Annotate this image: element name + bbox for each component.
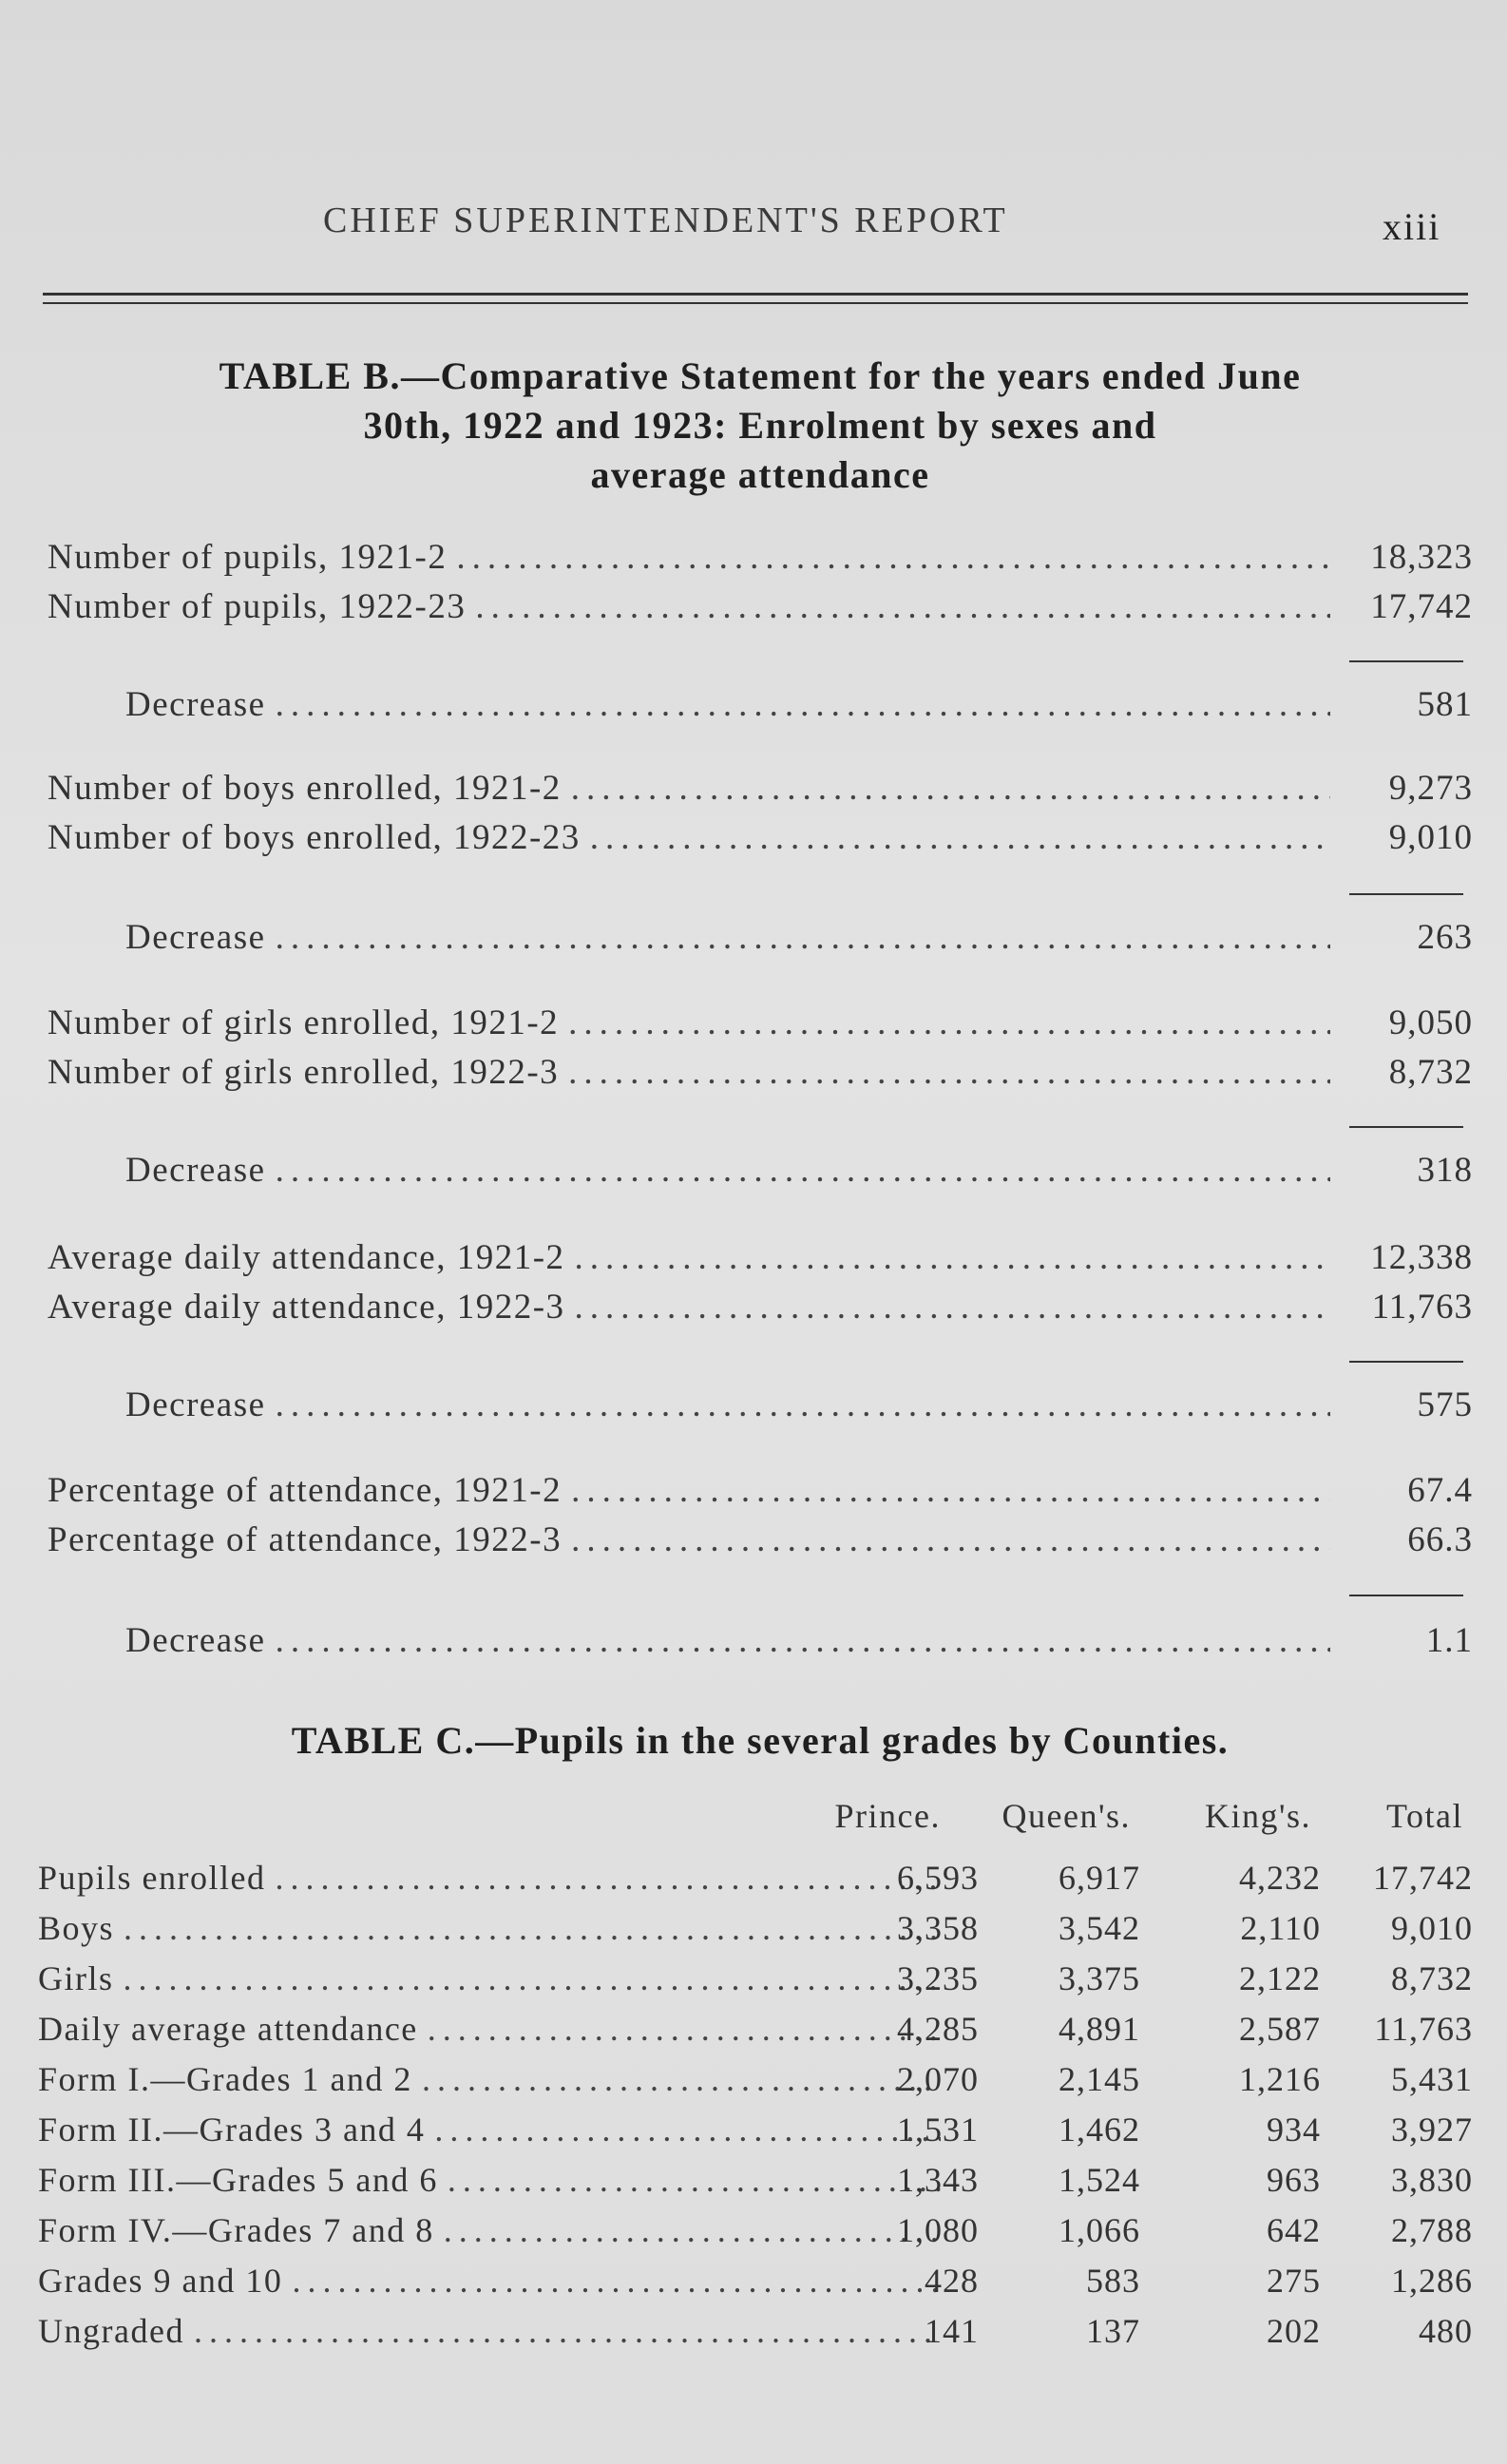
row-value: 9,273	[1388, 769, 1473, 808]
cell-kings: 202	[1267, 2312, 1321, 2350]
cell-queens: 137	[1086, 2312, 1140, 2350]
leader-dots	[568, 1003, 1330, 1043]
sum-rule	[1349, 1126, 1463, 1128]
leader-dots	[571, 768, 1330, 809]
table-c-row	[38, 1908, 1473, 1956]
row-label: Average daily attendance, 1922-3	[48, 1288, 565, 1327]
row-label: Form III.—Grades 5 and 6	[38, 2161, 438, 2199]
table-b-title-line: TABLE B.—Comparative Statement for the years ended June	[219, 354, 1302, 397]
decrease-value: 263	[1417, 918, 1473, 957]
leader-dots	[124, 1908, 941, 1948]
table-c-row	[38, 2009, 1473, 2056]
row-label-cell	[38, 1908, 941, 1948]
table-b-decrease-row	[48, 917, 1473, 965]
column-header-total: Total	[1386, 1797, 1463, 1835]
cell-prince: 1,343	[897, 2161, 979, 2199]
cell-total: 1,286	[1391, 2262, 1473, 2300]
leader-dots	[568, 1052, 1330, 1093]
leader-dots	[276, 1150, 1330, 1191]
row-label: Number of boys enrolled, 1921-2	[48, 769, 562, 808]
cell-queens: 1,462	[1059, 2111, 1140, 2149]
cell-queens: 4,891	[1059, 2010, 1140, 2048]
row-value: 9,050	[1388, 1003, 1473, 1042]
cell-prince: 2,070	[897, 2060, 979, 2098]
row-label-cell	[38, 2160, 941, 2200]
running-head: CHIEF SUPERINTENDENT'S REPORT	[323, 201, 1008, 240]
cell-prince: 3,235	[897, 1959, 979, 1997]
cell-queens: 2,145	[1059, 2060, 1140, 2098]
cell-kings: 2,122	[1239, 1959, 1321, 1997]
row-value: 11,763	[1371, 1288, 1473, 1327]
decrease-label: Decrease	[125, 685, 266, 724]
row-label-cell	[38, 2261, 941, 2301]
row-label-cell	[38, 2009, 941, 2049]
cell-prince: 428	[925, 2262, 979, 2300]
table-c-row	[38, 1958, 1473, 2006]
decrease-label: Decrease	[125, 918, 266, 957]
row-value: 12,338	[1370, 1238, 1473, 1277]
leader-dots	[276, 917, 1330, 958]
cell-total: 3,927	[1391, 2111, 1473, 2149]
table-c-title: TABLE C.—Pupils in the several grades by Counties.	[291, 1719, 1230, 1762]
row-label: Average daily attendance, 1921-2	[48, 1238, 565, 1277]
row-label-cell	[38, 2210, 941, 2250]
row-label-cell	[38, 1858, 941, 1898]
leader-dots	[571, 1519, 1330, 1560]
page-number: xiii	[1383, 205, 1441, 248]
leader-dots	[590, 817, 1330, 858]
row-label-cell	[38, 1958, 941, 1998]
cell-prince: 141	[925, 2312, 979, 2350]
sum-rule	[1349, 1595, 1463, 1596]
row-label: Pupils enrolled	[38, 1859, 266, 1897]
cell-queens: 6,917	[1059, 1859, 1140, 1897]
column-header-prince: Prince.	[834, 1797, 941, 1835]
leader-dots	[456, 537, 1330, 578]
cell-queens: 3,375	[1059, 1959, 1140, 1997]
cell-total: 5,431	[1391, 2060, 1473, 2098]
cell-prince: 1,080	[897, 2211, 979, 2249]
cell-kings: 1,216	[1239, 2060, 1321, 2098]
row-label: Boys	[38, 1909, 115, 1947]
table-c-row	[38, 2160, 1473, 2207]
table-b-decrease-row	[48, 684, 1473, 732]
sum-rule	[1349, 893, 1463, 895]
cell-queens: 1,066	[1059, 2211, 1140, 2249]
row-value: 17,742	[1370, 587, 1473, 626]
row-label: Form IV.—Grades 7 and 8	[38, 2211, 434, 2249]
cell-kings: 4,232	[1239, 1859, 1321, 1897]
table-b-row	[48, 1470, 1473, 1518]
cell-kings: 2,587	[1239, 2010, 1321, 2048]
row-value: 9,010	[1388, 818, 1473, 857]
table-b-title-line: 30th, 1922 and 1923: Enrolment by sexes and	[363, 404, 1157, 447]
row-value: 67.4	[1407, 1471, 1473, 1510]
leader-dots	[276, 1385, 1330, 1425]
table-b-row	[48, 1052, 1473, 1099]
header-rule-thin	[43, 302, 1468, 304]
table-c-row	[38, 2261, 1473, 2308]
table-b-row	[48, 768, 1473, 815]
cell-prince: 1,531	[897, 2111, 979, 2149]
cell-total: 11,763	[1374, 2010, 1473, 2048]
cell-total: 9,010	[1391, 1909, 1473, 1947]
leader-dots	[575, 1287, 1330, 1328]
cell-total: 480	[1419, 2312, 1473, 2350]
table-b-row	[48, 1237, 1473, 1285]
row-label-cell	[38, 2311, 941, 2351]
leader-dots	[276, 1620, 1330, 1661]
cell-total: 8,732	[1391, 1959, 1473, 1997]
cell-total: 17,742	[1373, 1859, 1473, 1897]
row-label-cell	[38, 2059, 941, 2099]
cell-kings: 963	[1267, 2161, 1321, 2199]
decrease-value: 318	[1417, 1151, 1473, 1190]
row-label: Number of girls enrolled, 1922-3	[48, 1053, 560, 1092]
table-b-row	[48, 817, 1473, 865]
table-b-row	[48, 1287, 1473, 1334]
table-c-row	[38, 2210, 1473, 2258]
header-rule	[43, 293, 1468, 296]
row-label: Number of pupils, 1921-2	[48, 538, 448, 577]
table-c-row	[38, 2311, 1473, 2359]
table-b-row	[48, 1519, 1473, 1567]
row-label: Number of girls enrolled, 1921-2	[48, 1003, 560, 1042]
cell-kings: 642	[1267, 2211, 1321, 2249]
table-c-row	[38, 1858, 1473, 1905]
cell-prince: 4,285	[897, 2010, 979, 2048]
decrease-value: 581	[1417, 685, 1473, 724]
sum-rule	[1349, 1361, 1463, 1363]
cell-queens: 1,524	[1059, 2161, 1140, 2199]
decrease-value: 575	[1417, 1385, 1473, 1424]
leader-dots	[194, 2311, 941, 2351]
row-label: Form II.—Grades 3 and 4	[38, 2111, 426, 2149]
cell-queens: 583	[1086, 2262, 1140, 2300]
leader-dots	[575, 1237, 1330, 1278]
table-b-decrease-row	[48, 1150, 1473, 1197]
cell-total: 2,788	[1391, 2211, 1473, 2249]
table-b-title	[48, 352, 1473, 500]
table-b-decrease-row	[48, 1385, 1473, 1432]
cell-queens: 3,542	[1059, 1909, 1140, 1947]
row-value: 18,323	[1370, 538, 1473, 577]
row-label: Percentage of attendance, 1921-2	[48, 1471, 563, 1510]
sum-rule	[1349, 660, 1463, 662]
row-label: Grades 9 and 10	[38, 2262, 283, 2300]
cell-kings: 2,110	[1240, 1909, 1321, 1947]
row-label: Number of boys enrolled, 1922-23	[48, 818, 581, 857]
row-label: Number of pupils, 1922-23	[48, 587, 467, 626]
leader-dots	[276, 684, 1330, 725]
table-b-title-line: average attendance	[590, 453, 930, 496]
cell-kings: 934	[1267, 2111, 1321, 2149]
row-value: 8,732	[1388, 1053, 1473, 1092]
cell-total: 3,830	[1391, 2161, 1473, 2199]
row-value: 66.3	[1407, 1520, 1473, 1559]
row-label: Ungraded	[38, 2312, 184, 2350]
column-header-kings: King's.	[1205, 1797, 1311, 1835]
leader-dots	[571, 1470, 1330, 1511]
table-b-row	[48, 1003, 1473, 1050]
row-label-cell	[38, 2110, 941, 2149]
column-header-queens: Queen's.	[1001, 1797, 1131, 1835]
leader-dots	[124, 1958, 942, 1998]
cell-prince: 6,593	[897, 1859, 979, 1897]
table-b-decrease-row	[48, 1620, 1473, 1668]
row-label: Girls	[38, 1959, 114, 1997]
decrease-label: Decrease	[125, 1151, 266, 1190]
decrease-label: Decrease	[125, 1385, 266, 1424]
cell-kings: 275	[1267, 2262, 1321, 2300]
table-b-row	[48, 537, 1473, 584]
row-label: Form I.—Grades 1 and 2	[38, 2060, 412, 2098]
cell-prince: 3,358	[897, 1909, 979, 1947]
row-label: Percentage of attendance, 1922-3	[48, 1520, 563, 1559]
table-c-row	[38, 2110, 1473, 2157]
row-label: Daily average attendance	[38, 2010, 418, 2048]
table-b-row	[48, 586, 1473, 634]
decrease-value: 1.1	[1425, 1621, 1473, 1660]
decrease-label: Decrease	[125, 1621, 266, 1660]
table-c-row	[38, 2059, 1473, 2107]
leader-dots	[475, 586, 1330, 627]
